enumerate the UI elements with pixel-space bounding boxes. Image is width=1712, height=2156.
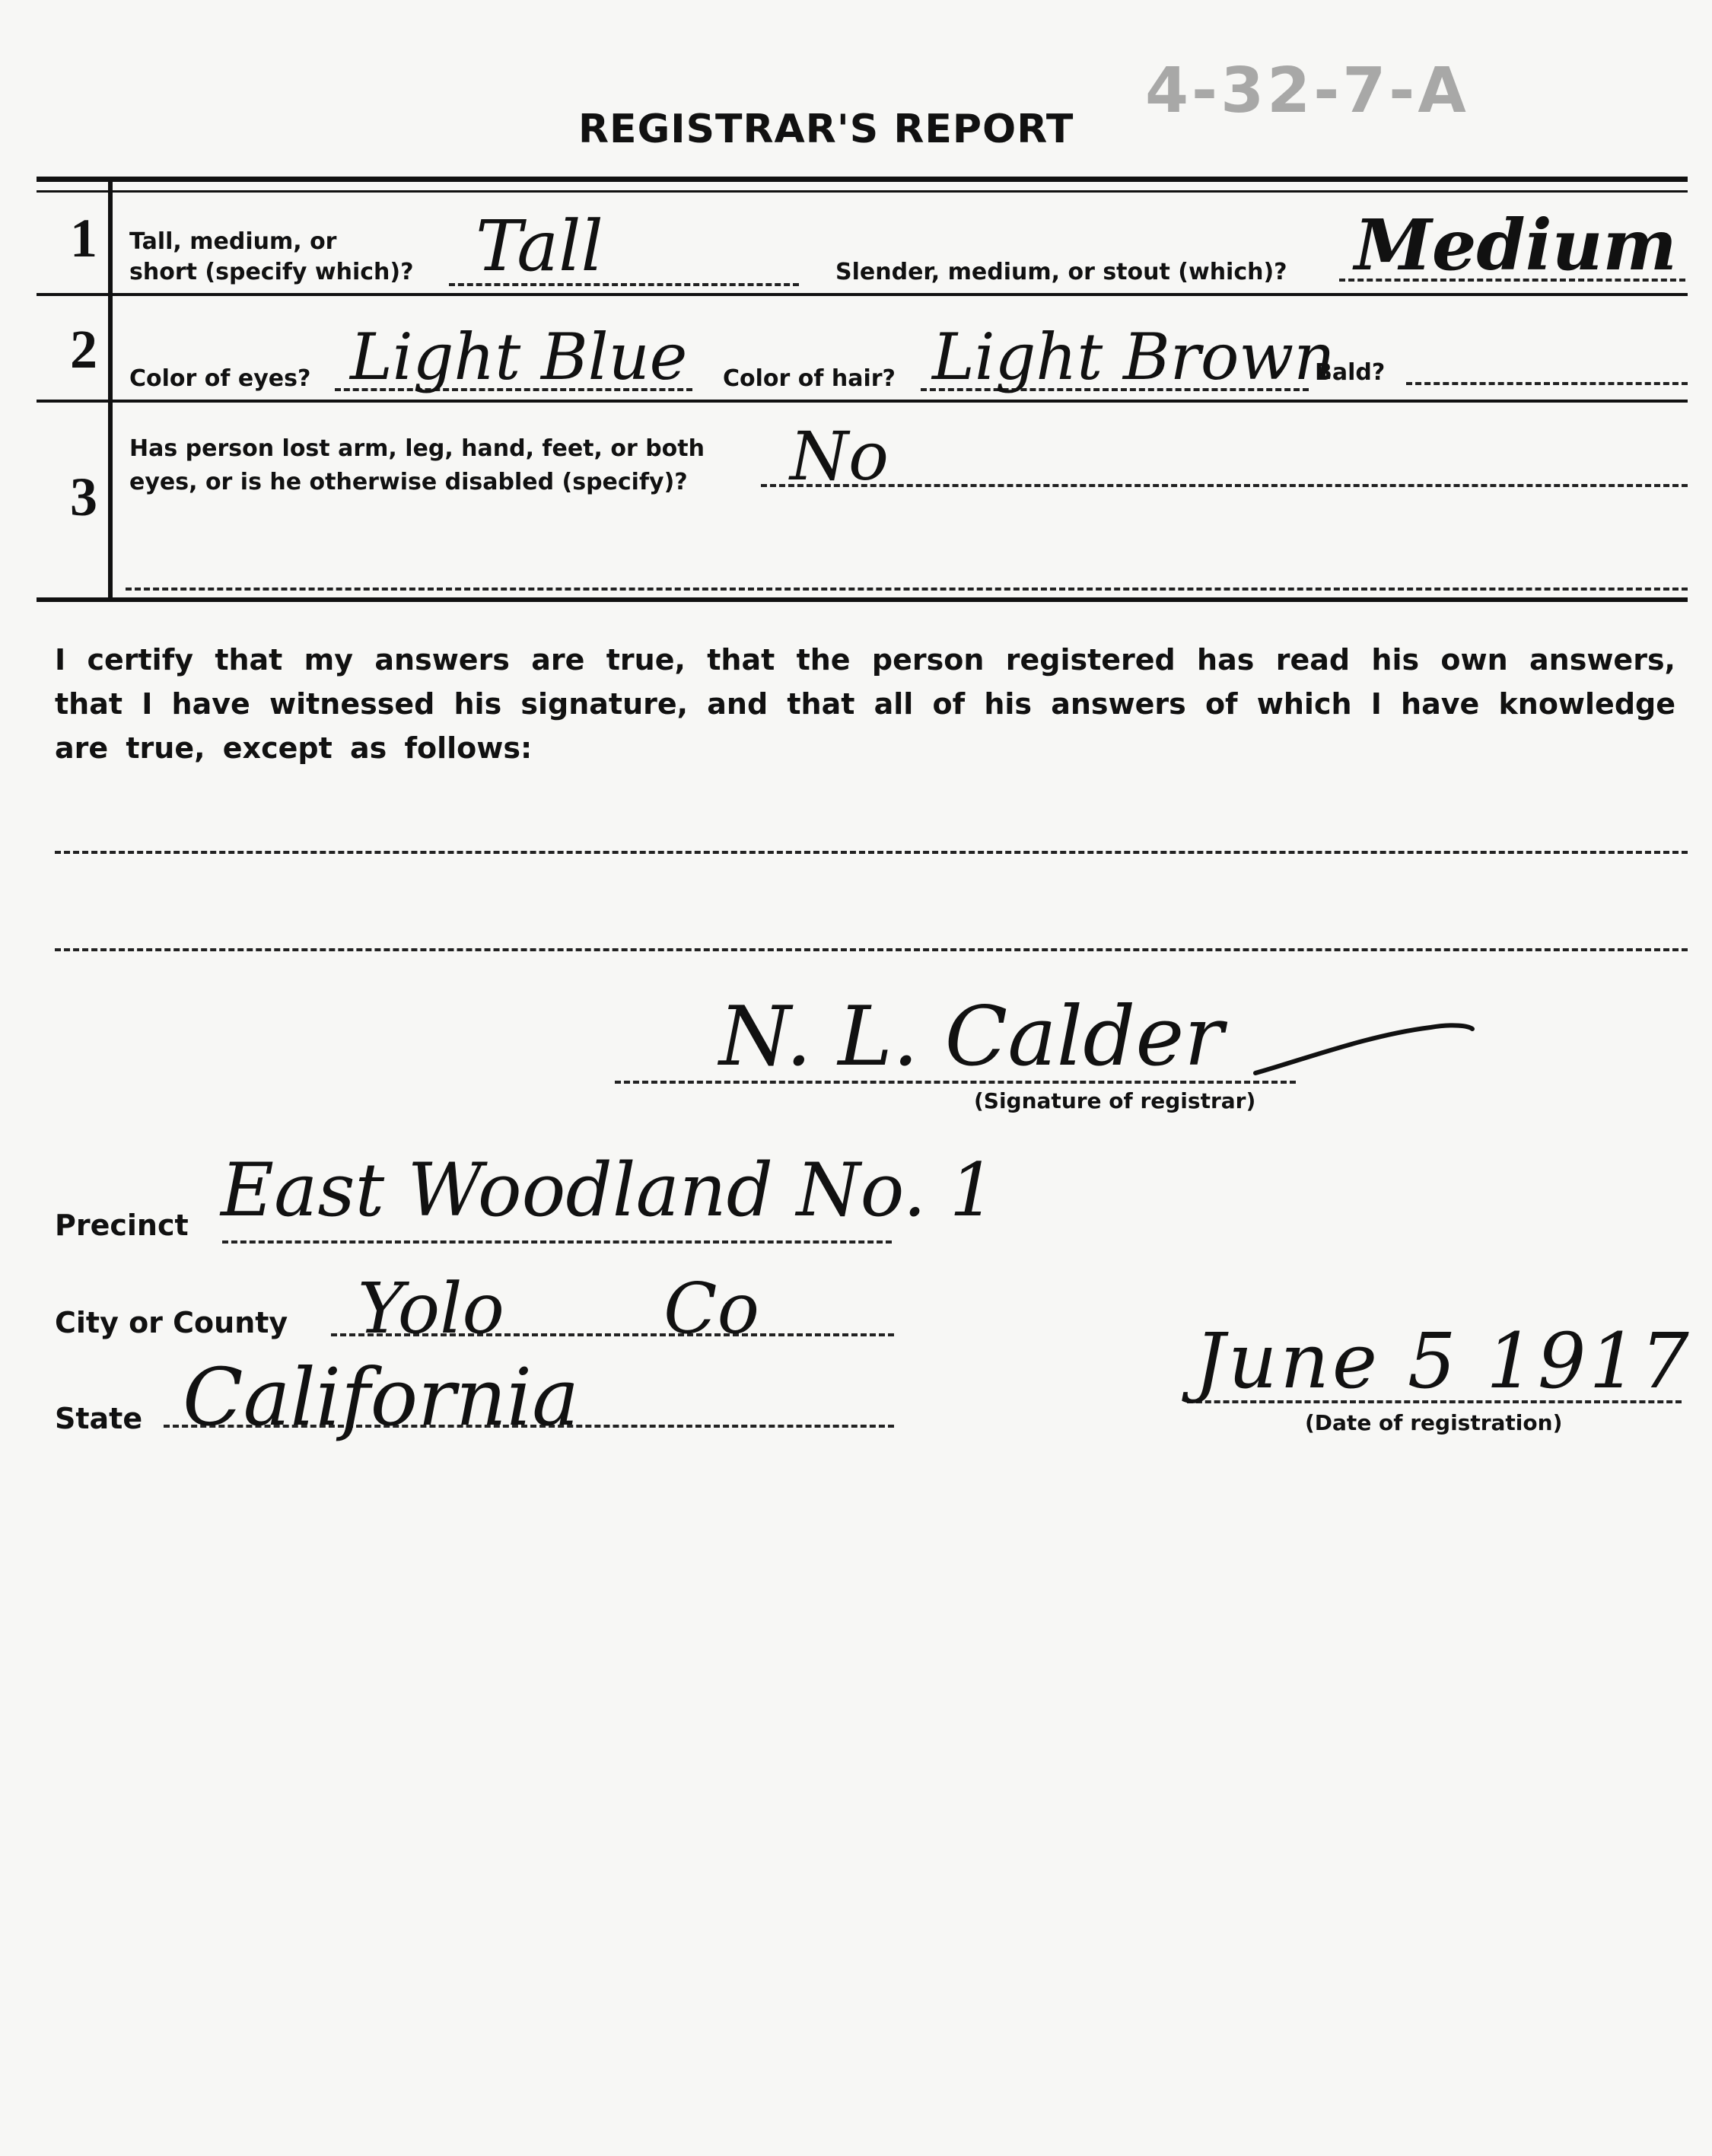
eyes-value: Light Blue (350, 320, 688, 394)
hair-value: Light Brown (932, 320, 1335, 394)
bald-label: Bald? (1315, 359, 1386, 386)
registration-date: June 5 1917 (1195, 1317, 1692, 1406)
precinct-field-line (222, 1240, 892, 1244)
disabled-field-line-2 (126, 588, 1688, 591)
signature-caption: (Signature of registrar) (974, 1088, 1256, 1113)
signature-flourish (1248, 1012, 1476, 1096)
build-value: Medium (1354, 204, 1677, 286)
date-caption: (Date of registration) (1305, 1410, 1563, 1435)
height-label-line1: Tall, medium, or (129, 228, 337, 255)
row-number-3: 3 (70, 467, 97, 527)
build-label: Slender, medium, or stout (which)? (835, 259, 1287, 285)
precinct-value: East Woodland No. 1 (221, 1148, 996, 1233)
height-label-line2: short (specify which)? (129, 259, 414, 285)
row-divider-1 (37, 293, 1688, 296)
disabled-label-line2: eyes, or is he otherwise disabled (specify)? (129, 469, 688, 495)
exception-line-1 (55, 851, 1688, 854)
precinct-label: Precinct (55, 1209, 189, 1242)
county-value: Yolo Co (358, 1268, 759, 1349)
county-label: City or County (55, 1306, 288, 1339)
table-bottom-rule (37, 597, 1688, 602)
disabled-value: No (790, 417, 889, 495)
state-value: California (183, 1351, 580, 1444)
eyes-label: Color of eyes? (129, 365, 311, 392)
exception-line-2 (55, 948, 1688, 951)
table-top-rule (37, 177, 1688, 182)
disabled-field-line (761, 484, 1688, 487)
report-title: REGISTRAR'S REPORT (578, 107, 1074, 152)
row-divider-2 (37, 400, 1688, 403)
table-top-rule-2 (37, 190, 1688, 193)
archive-stamp: 4-32-7-A (1145, 55, 1469, 127)
table-vertical-rule (108, 177, 113, 602)
state-label: State (55, 1402, 143, 1435)
bald-field-line (1406, 382, 1688, 385)
certification-text: I certify that my answers are true, that the person registered has read his own answers, that I have witnessed his signature, and that all of his answers of which I have knowledge are true, except as follows: (55, 643, 1675, 765)
hair-label: Color of hair? (723, 365, 896, 392)
row-number-1: 1 (70, 208, 97, 269)
height-value: Tall (476, 205, 603, 287)
disabled-label-line1: Has person lost arm, leg, hand, feet, or both (129, 435, 705, 462)
registrar-signature: N. L. Calder (719, 989, 1224, 1084)
row-number-2: 2 (70, 319, 97, 380)
